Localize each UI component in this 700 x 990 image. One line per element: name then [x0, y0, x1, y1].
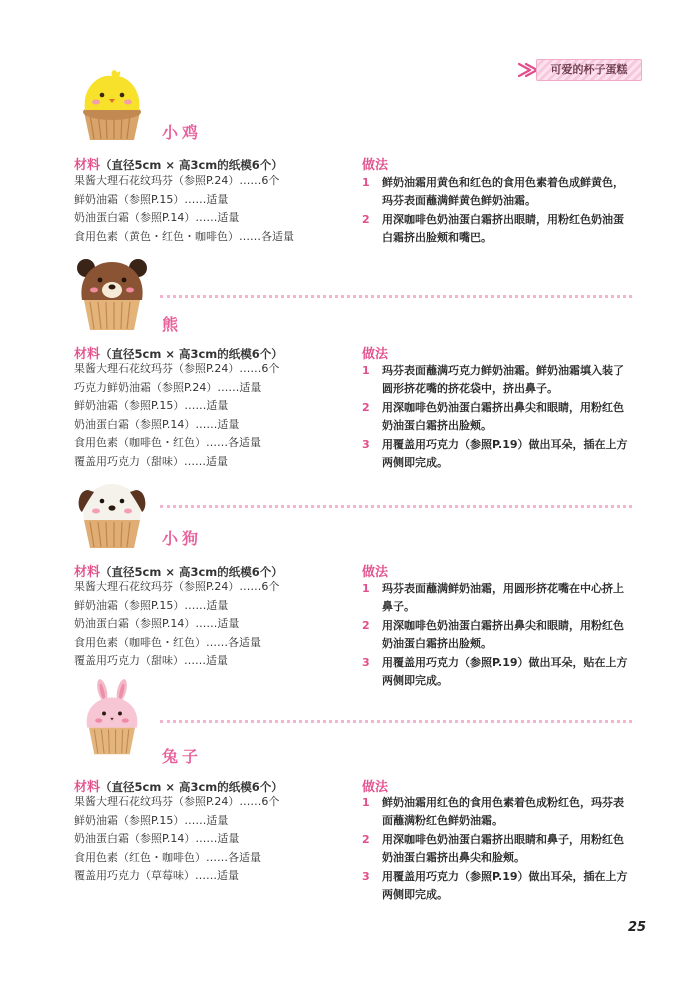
step-item: [362, 174, 634, 211]
step-number: 2: [362, 618, 370, 632]
material-item: 果酱大理石花纹玛芬（参照P.24）……6个: [74, 362, 280, 375]
step-item: [362, 362, 634, 399]
material-item: 鲜奶油霜（参照P.15）……适量: [74, 813, 229, 827]
step-text: 玛芬表面蘸满巧克力鲜奶油霜。鲜奶油霜填入装了圆形挤花嘴的挤花袋中，挤出鼻子。: [382, 364, 624, 396]
step-text: 用覆盖用巧克力（参照P.19）做出耳朵，插在上方两侧即完成。: [382, 437, 628, 470]
material-item: 覆盖用巧克力（草莓味）……适量: [74, 869, 239, 883]
material-item: 覆盖用巧克力（甜味）……适量: [74, 454, 228, 468]
step-text: 用深咖啡色奶油蛋白霜挤出眼睛，用粉红色奶油蛋白霜挤出脸颊和嘴巴。: [382, 212, 624, 245]
step-item: [362, 399, 634, 436]
chick-cupcake-illustration: [76, 66, 148, 144]
bear-cupcake-illustration: [76, 254, 148, 332]
method-steps: [362, 362, 634, 472]
recipe-title: 小鸡: [162, 123, 203, 142]
step-item: [362, 580, 634, 617]
step-text: 鲜奶油霜用黄色和红色的食用色素着色成鲜黄色，玛芬表面蘸满鲜黄色鲜奶油霜。: [382, 176, 624, 208]
material-item: 果酱大理石花纹玛芬（参照P.24）……6个: [74, 795, 280, 808]
method-steps: [362, 580, 634, 690]
material-item: 鲜奶油霜（参照P.15）……适量: [74, 399, 229, 413]
page-number: 25: [628, 920, 647, 935]
material-item: 巧克力鲜奶油霜（参照P.24）……适量: [74, 380, 262, 394]
materials-label: 材料: [74, 565, 101, 580]
chapter-tag: [518, 58, 642, 82]
materials-label: 材料: [74, 780, 101, 795]
arrow-icon: [518, 61, 538, 79]
chapter-label: 可爱的杯子蛋糕: [536, 59, 642, 81]
step-number: 3: [362, 655, 370, 669]
material-item: 奶油蛋白霜（参照P.14）……适量: [74, 832, 240, 846]
material-item: 鲜奶油霜（参照P.15）……适量: [74, 598, 229, 612]
step-text: 鲜奶油霜用红色的食用色素着色成粉红色，玛芬表面蘸满粉红色鲜奶油霜。: [382, 796, 624, 828]
step-number: 2: [362, 400, 370, 414]
materials-list: [74, 793, 354, 886]
method-heading: 做法: [362, 347, 389, 362]
materials-label: 材料: [74, 158, 101, 173]
materials-note: （直径5cm × 高3cm的纸模6个）: [100, 565, 283, 579]
rabbit-cupcake-illustration: [76, 678, 148, 756]
materials-list: [74, 360, 354, 472]
materials-list: [74, 578, 354, 671]
step-text: 用深咖啡色奶油蛋白霜挤出眼睛和鼻子，用粉红色奶油蛋白霜挤出鼻尖和脸颊。: [382, 832, 624, 865]
materials-note: （直径5cm × 高3cm的纸模6个）: [100, 347, 283, 361]
materials-list: [74, 172, 354, 246]
materials-heading: [74, 154, 283, 173]
material-item: 鲜奶油霜（参照P.15）……适量: [74, 192, 229, 206]
method-heading: 做法: [362, 565, 389, 580]
section-divider: [160, 505, 632, 508]
step-number: 1: [362, 364, 370, 377]
material-item: 果酱大理石花纹玛芬（参照P.24）……6个: [74, 174, 280, 187]
material-item: 奶油蛋白霜（参照P.14）……适量: [74, 417, 240, 431]
step-text: 用深咖啡色奶油蛋白霜挤出鼻尖和眼睛，用粉红色奶油蛋白霜挤出脸颊。: [382, 618, 624, 651]
step-text: 用深咖啡色奶油蛋白霜挤出鼻尖和眼睛，用粉红色奶油蛋白霜挤出脸颊。: [382, 400, 624, 433]
recipe-title: 熊: [162, 315, 183, 334]
step-number: 2: [362, 212, 370, 226]
recipe-title: 兔子: [162, 747, 203, 766]
section-divider: [160, 295, 632, 298]
material-item: 食用色素（咖啡色・红色）……各适量: [74, 635, 261, 649]
material-item: 奶油蛋白霜（参照P.14）……适量: [74, 211, 240, 225]
step-number: 1: [362, 582, 370, 595]
materials-note: （直径5cm × 高3cm的纸模6个）: [100, 780, 283, 794]
recipe-title: 小狗: [162, 529, 203, 548]
method-heading: 做法: [362, 158, 389, 173]
materials-label: 材料: [74, 347, 101, 362]
step-number: 2: [362, 832, 370, 846]
step-item: [362, 794, 634, 831]
material-item: 果酱大理石花纹玛芬（参照P.24）……6个: [74, 580, 280, 593]
step-item: [362, 436, 634, 473]
method-steps: [362, 794, 634, 904]
material-item: 食用色素（咖啡色・红色）……各适量: [74, 436, 261, 450]
step-item: [362, 654, 634, 691]
section-divider: [160, 720, 632, 723]
material-item: 奶油蛋白霜（参照P.14）……适量: [74, 617, 240, 631]
step-item: [362, 617, 634, 654]
step-number: 1: [362, 176, 370, 189]
method-steps: [362, 174, 634, 248]
material-item: 食用色素（红色・咖啡色）……各适量: [74, 850, 261, 864]
step-item: [362, 211, 634, 248]
step-text: 玛芬表面蘸满鲜奶油霜，用圆形挤花嘴在中心挤上鼻子。: [382, 582, 624, 614]
step-text: 用覆盖用巧克力（参照P.19）做出耳朵，贴在上方两侧即完成。: [382, 655, 628, 688]
materials-note: （直径5cm × 高3cm的纸模6个）: [100, 158, 283, 172]
step-number: 3: [362, 869, 370, 883]
material-item: 食用色素（黄色・红色・咖啡色）……各适量: [74, 229, 294, 243]
step-number: 1: [362, 796, 370, 809]
material-item: 覆盖用巧克力（甜味）……适量: [74, 654, 228, 668]
method-heading: 做法: [362, 780, 389, 795]
step-text: 用覆盖用巧克力（参照P.19）做出耳朵，插在上方两侧即完成。: [382, 869, 628, 902]
step-item: [362, 868, 634, 905]
step-item: [362, 831, 634, 868]
dog-cupcake-illustration: [76, 474, 148, 552]
step-number: 3: [362, 437, 370, 451]
